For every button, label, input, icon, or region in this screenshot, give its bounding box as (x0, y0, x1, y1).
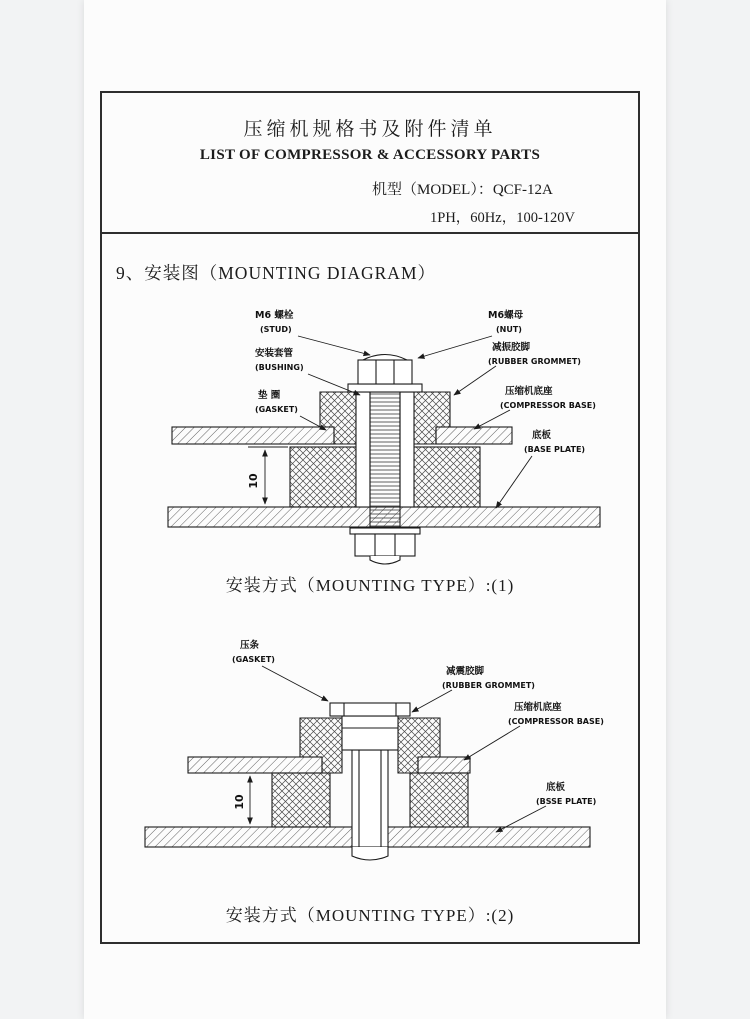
label-grommet-en: (RUBBER GROMMET) (488, 357, 581, 366)
leader-gasket (262, 666, 328, 701)
stud-tip (352, 847, 388, 860)
label-compressor-base-en: (COMPRESSOR BASE) (508, 717, 604, 726)
stud-tip (370, 556, 400, 564)
label-nut-cn: M6螺母 (488, 310, 524, 321)
nut (355, 534, 415, 556)
rubber-grommet-lower-left (290, 447, 356, 507)
leader-grommet (454, 366, 496, 395)
dimension-text-d1: 10 (247, 473, 260, 489)
caption-mounting-type-2: 安装方式（MOUNTING TYPE）:(2) (225, 906, 515, 925)
label-gasket-cn: 垫 圈 (258, 390, 281, 401)
label-gasket-en: (GASKET) (232, 655, 275, 664)
grommet-neck (342, 716, 398, 750)
power-line: 1PH，60Hz，100-120V (430, 210, 575, 226)
leader-grommet (412, 690, 452, 712)
caption-mounting-type-1: 安装方式（MOUNTING TYPE）:(1) (225, 576, 515, 595)
leader-base-plate (496, 456, 532, 508)
compressor-base-left (188, 757, 322, 773)
rubber-grommet-lower-right (410, 773, 468, 827)
washer-bottom (350, 528, 420, 534)
header-divider (100, 232, 640, 234)
label-base-plate-cn: 底板 (532, 430, 552, 441)
label-compressor-base-cn: 压缩机底座 (514, 702, 562, 713)
bushing-left (356, 392, 370, 507)
doc-title-cn: 压缩机规格书及附件清单 (243, 119, 497, 140)
compressor-base-right (436, 427, 512, 444)
doc-title-en: LIST OF COMPRESSOR & ACCESSORY PARTS (199, 147, 541, 163)
label-compressor-base-en: (COMPRESSOR BASE) (500, 401, 596, 410)
leader-compressor-base (464, 726, 520, 760)
diagram2-drawing (145, 703, 590, 860)
label-stud-en: (STUD) (260, 325, 292, 334)
label-grommet-en: (RUBBER GROMMET) (442, 681, 535, 690)
bolt-head (358, 360, 412, 384)
leader-nut (418, 336, 492, 358)
bushing-right (400, 392, 414, 507)
label-grommet-cn: 减震胶脚 (446, 666, 485, 677)
label-nut-en: (NUT) (496, 325, 522, 334)
label-base-plate-cn: 底板 (546, 782, 566, 793)
leader-stud (298, 336, 370, 355)
stud-column (352, 750, 388, 847)
label-base-plate-en: (BSSE PLATE) (536, 797, 597, 806)
dimension-text-d2: 10 (233, 794, 246, 810)
compressor-base-right (418, 757, 470, 773)
rubber-grommet-lower-right (414, 447, 480, 507)
label-bushing-en: (BUSHING) (255, 363, 304, 372)
rubber-grommet-lower-left (272, 773, 330, 827)
section-heading: 9、安装图（MOUNTING DIAGRAM） (116, 263, 437, 283)
label-bushing-cn: 安装套管 (255, 348, 294, 359)
mounting-diagram-2 (100, 630, 640, 892)
grommet-cap (330, 703, 410, 716)
compressor-base-left (172, 427, 334, 444)
mounting-diagram-1 (100, 292, 640, 570)
label-grommet-cn: 减振胶脚 (492, 342, 531, 353)
label-stud-cn: M6 螺栓 (255, 310, 294, 321)
label-gasket-cn: 压条 (240, 640, 260, 651)
model-line: 机型（MODEL）：QCF-12A (372, 182, 553, 198)
leader-compressor-base (474, 410, 510, 429)
label-compressor-base-cn: 压缩机底座 (505, 386, 553, 397)
label-gasket-en: (GASKET) (255, 405, 298, 414)
stud-shaft (370, 392, 400, 530)
label-base-plate-en: (BASE PLATE) (524, 445, 586, 454)
washer-top (348, 384, 422, 392)
